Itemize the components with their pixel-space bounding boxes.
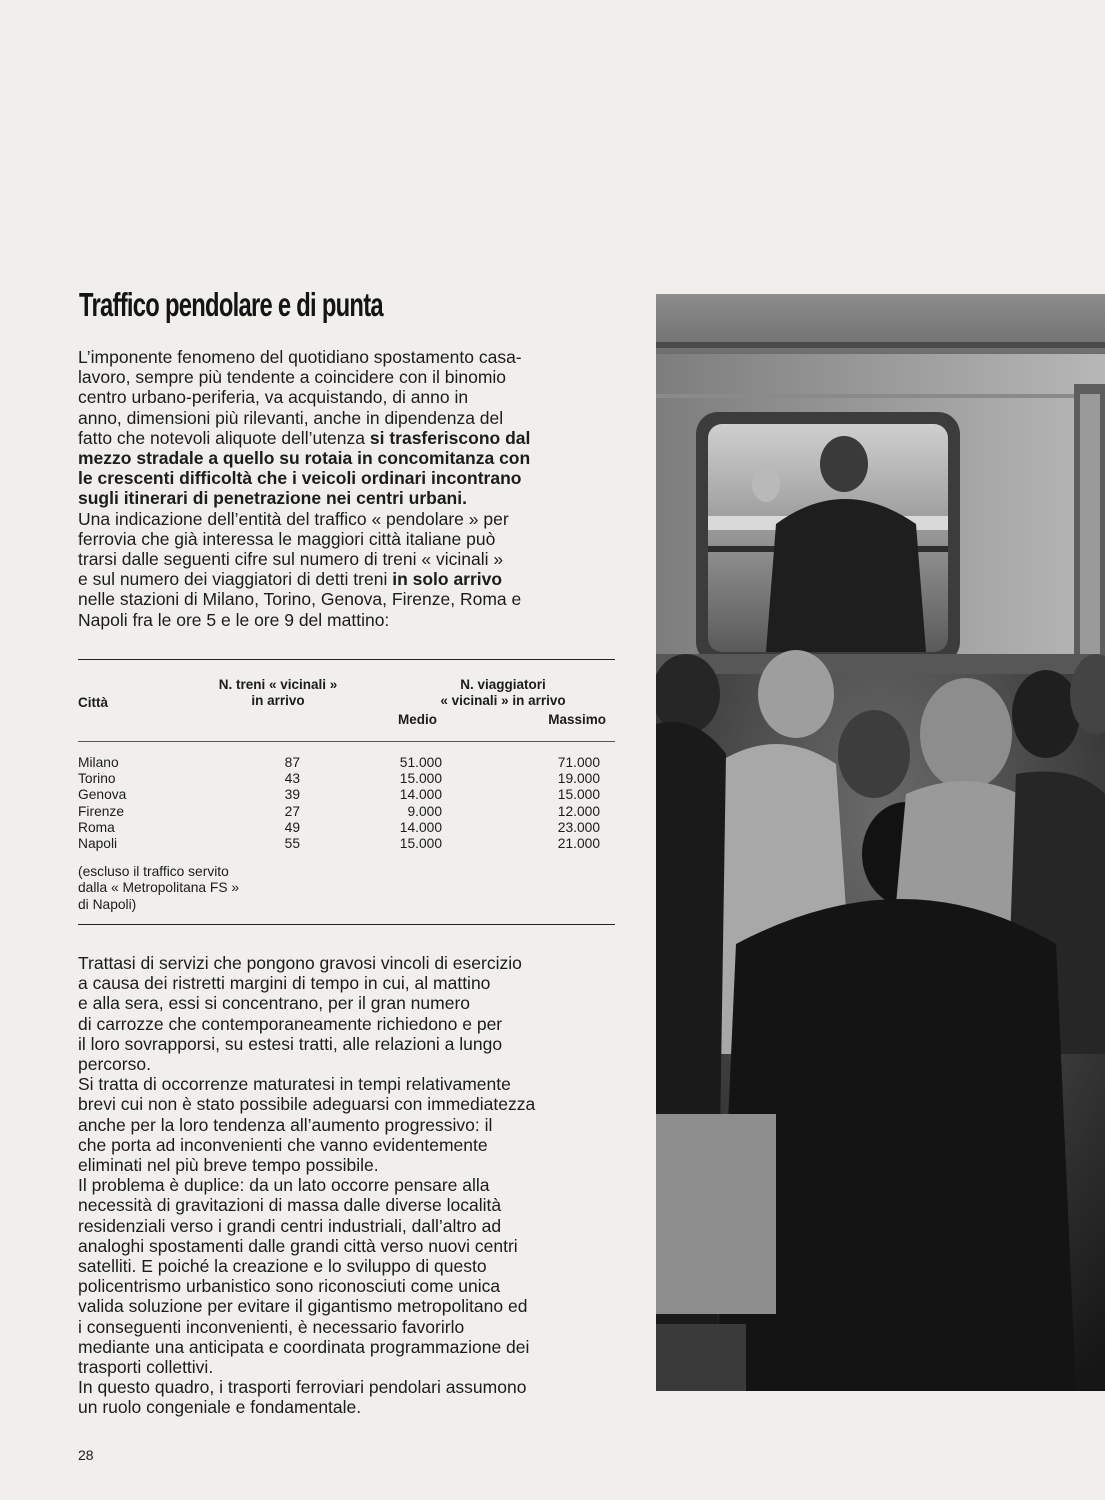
body-text: il loro sovrapporsi, su estesi tratti, alle relazioni a lungo [78,1033,503,1054]
table-top-rule [78,659,615,660]
table-row [78,771,615,787]
cell-city: Torino [78,771,116,787]
intro-text: e sul numero dei viaggiatori di detti treni [78,569,393,590]
intro-line [78,549,623,569]
cell-city: Genova [78,787,127,803]
body-line [78,1276,623,1296]
intro-bold-text: sugli itinerari di penetrazione nei centri urbani. [78,488,467,509]
body-text: policentrismo urbanistico sono riconosciuti come unica [78,1276,501,1297]
intro-line [78,569,623,589]
body-text: Il problema è duplice: da un lato occorre pensare alla [78,1175,490,1196]
table-row [78,787,615,803]
intro-bold-text: le crescenti difficoltà che i veicoli ordinari incontrano [78,468,522,489]
intro-bold-text: in solo arrivo [392,569,503,590]
body-text: e alla sera, essi si concentrano, per il gran numero [78,993,471,1014]
body-text: che porta ad inconvenienti che vanno evidentemente [78,1134,488,1155]
body-line [78,1034,623,1054]
cell-massimo: 19.000 [557,771,600,787]
intro-bold-text: mezzo stradale a quello su rotaia in concomitanza con [78,448,531,469]
intro-text: lavoro, sempre più tendente a coincidere con il binomio [78,367,507,388]
header-trains-line2: in arrivo [251,693,305,708]
cell-trains: 39 [284,787,300,803]
table-header-rule [78,741,615,742]
body-paragraph [78,953,623,1418]
intro-line [78,428,623,448]
body-line [78,1155,623,1175]
body-text: Si tratta di occorrenze maturatesi in tempi relativamente [78,1074,511,1095]
body-text: In questo quadro, i trasporti ferroviari pendolari assumono [78,1377,527,1398]
table-footnote [78,864,239,913]
body-text: percorso. [78,1054,151,1075]
cell-trains: 43 [284,771,300,787]
cell-massimo: 12.000 [557,803,600,819]
cell-medio: 14.000 [399,787,442,803]
cell-trains: 55 [284,835,300,851]
header-travellers [408,677,598,709]
page-title: Traffico pendolare e di punta [79,286,383,323]
body-line [78,1054,623,1074]
intro-text: nelle stazioni di Milano, Torino, Genova, Firenze, Roma e [78,589,522,610]
intro-line [78,529,623,549]
cell-massimo: 71.000 [557,755,600,770]
intro-text: Napoli fra le ore 5 e le ore 9 del mattino: [78,609,390,630]
cell-medio: 15.000 [399,835,442,851]
table-row [78,836,615,852]
body-text: anche per la loro tendenza all’aumento progressivo: il [78,1114,493,1135]
cell-medio: 14.000 [399,819,442,835]
body-text: i conseguenti inconvenienti, è necessario favorirlo [78,1316,465,1337]
intro-text: anno, dimensioni più rilevanti, anche in dipendenza del [78,407,504,428]
intro-line [78,387,623,407]
intro-line [78,610,623,630]
body-line [78,1014,623,1034]
body-text: satelliti. E poiché la creazione e lo sviluppo di questo [78,1256,487,1277]
body-line [78,1337,623,1357]
body-text: necessità di gravitazioni di massa dalle diverse località [78,1195,502,1216]
cell-medio: 15.000 [399,771,442,787]
cell-city: Milano [78,755,119,770]
body-line [78,1216,623,1236]
body-line [78,1317,623,1337]
header-trains-line1: N. treni « vicinali » [218,677,338,692]
table-bottom-rule [78,924,615,925]
intro-line [78,589,623,609]
intro-bold-text: si trasferiscono dal [369,427,531,448]
header-medio: Medio [398,712,437,727]
cell-trains: 27 [284,803,300,819]
body-line [78,1195,623,1215]
cell-massimo: 21.000 [557,835,600,851]
intro-paragraph [78,347,623,630]
body-line [78,1357,623,1377]
footnote-line: (escluso il traffico servito [78,864,229,879]
intro-line [78,488,623,508]
intro-text: trarsi dalle seguenti cifre sul numero di treni « vicinali » [78,549,504,570]
body-line [78,953,623,973]
body-line [78,1115,623,1135]
cell-medio: 51.000 [399,755,442,770]
body-line [78,1236,623,1256]
body-line [78,1377,623,1397]
body-line [78,973,623,993]
body-line [78,1074,623,1094]
body-text: a causa dei ristretti margini di tempo in cui, al mattino [78,973,491,994]
cell-medio: 9.000 [407,803,442,819]
header-trains [198,677,358,709]
body-line [78,1135,623,1155]
header-travellers-line1: N. viaggiatori [460,677,546,692]
table-row [78,804,615,820]
cell-city: Firenze [78,803,125,819]
page-number: 28 [78,1447,94,1463]
body-text: trasporti collettivi. [78,1357,214,1378]
cell-trains: 87 [284,755,300,770]
intro-line [78,448,623,468]
cell-massimo: 23.000 [557,819,600,835]
intro-text: fatto che notevoli aliquote dell’utenza [78,427,370,448]
body-line [78,1094,623,1114]
photo-illustration [656,294,1105,1391]
body-text: mediante una anticipata e coordinata programmazione dei [78,1336,530,1357]
intro-text: centro urbano-periferia, va acquistando, di anno in [78,387,469,408]
body-text: brevi cui non è stato possibile adeguarsi con immediatezza [78,1094,536,1115]
body-text: Trattasi di servizi che pongono gravosi vincoli di esercizio [78,953,522,973]
header-travellers-line2: « vicinali » in arrivo [440,693,566,708]
intro-text: L’imponente fenomeno del quotidiano spostamento casa- [78,347,522,367]
header-massimo: Massimo [548,712,606,727]
header-city: Città [78,695,108,710]
intro-line [78,347,623,367]
body-line [78,1397,623,1417]
body-text: analoghi spostamenti dalle grandi città verso nuovi centri [78,1235,518,1256]
body-line [78,1296,623,1316]
body-text: residenziali verso i grandi centri industriali, dall’altro ad [78,1215,502,1236]
intro-line [78,408,623,428]
intro-text: Una indicazione dell’entità del traffico « pendolare » per [78,508,509,529]
intro-line [78,509,623,529]
table-row [78,755,615,771]
body-line [78,1256,623,1276]
body-text: di carrozze che contemporaneamente richiedono e per [78,1013,503,1034]
body-text: un ruolo congeniale e fondamentale. [78,1397,362,1418]
cell-massimo: 15.000 [557,787,600,803]
body-line [78,1175,623,1195]
intro-text: ferrovia che già interessa le maggiori città italiane può [78,528,496,549]
commuters-train-photo [656,294,1105,1391]
footnote-line: dalla « Metropolitana FS » [78,880,240,896]
footnote-line: di Napoli) [78,896,137,912]
cell-city: Napoli [78,835,118,851]
intro-line [78,468,623,488]
cell-city: Roma [78,819,115,835]
cell-trains: 49 [284,819,300,835]
body-text: valida soluzione per evitare il gigantismo metropolitano ed [78,1296,528,1317]
table-row [78,820,615,836]
table-body [78,755,615,852]
intro-line [78,367,623,387]
body-text: eliminati nel più breve tempo possibile. [78,1155,379,1176]
body-line [78,993,623,1013]
